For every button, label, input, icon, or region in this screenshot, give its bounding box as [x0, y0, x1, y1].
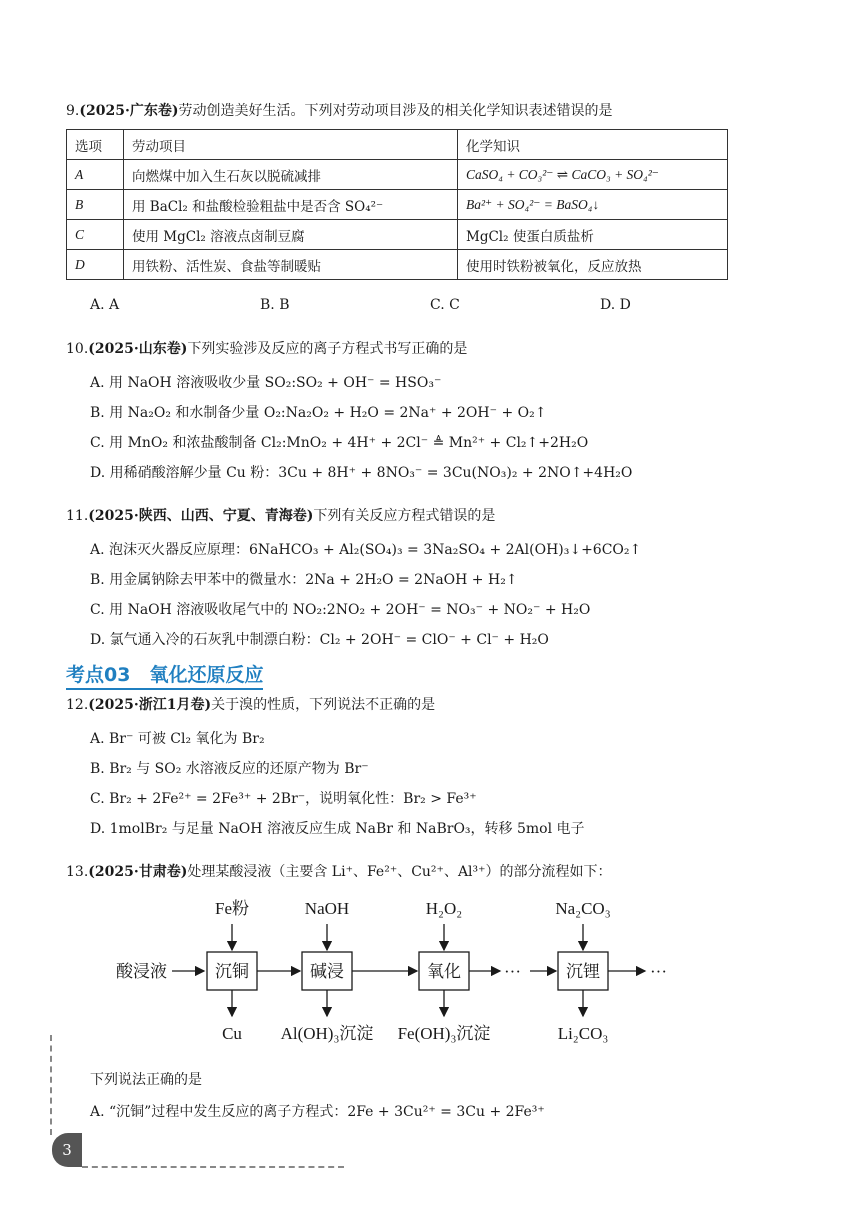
page-footer-dashed [82, 1166, 344, 1168]
page-border-dashed [50, 1035, 52, 1135]
q9-number: 9. [66, 103, 80, 119]
q9-text: 劳动创造美好生活。下列对劳动项目涉及的相关化学知识表述错误的是 [178, 103, 613, 119]
flow-product: Fe(OH)₃沉淀 [397, 1024, 491, 1043]
q12-option-c: C. Br₂ + 2Fe²⁺ = 2Fe³⁺ + 2Br⁻，说明氧化性：Br₂ > Fe³⁺ [90, 791, 477, 807]
flow-reagent: Fe粉 [215, 899, 249, 918]
page-number: 3 [52, 1133, 82, 1167]
q9-choice-d: D. D [600, 297, 631, 313]
q11-option-c: C. 用 NaOH 溶液吸收尾气中的 NO₂:2NO₂ + 2OH⁻ = NO₃⁻ + NO₂⁻ + H₂O [90, 602, 591, 618]
q11-number: 11. [66, 508, 89, 524]
q11-option-d: D. 氯气通入冷的石灰乳中制漂白粉：Cl₂ + 2OH⁻ = ClO⁻ + Cl⁻ + H₂O [90, 632, 549, 648]
table-cell-option: C [67, 220, 124, 250]
q10-source: (2025·山东卷) [88, 341, 188, 357]
q12-text: 关于溴的性质，下列说法不正确的是 [211, 697, 436, 713]
table-cell-chem: 使用时铁粉被氧化，反应放热 [458, 250, 728, 280]
flow-box-label: 沉锂 [566, 962, 600, 981]
q13-after-text: 下列说法正确的是 [90, 1072, 202, 1088]
q11-option-b: B. 用金属钠除去甲苯中的微量水：2Na + 2H₂O = 2NaOH + H₂↑ [90, 572, 518, 588]
table-header-cell: 劳动项目 [124, 130, 458, 160]
q12-option-b: B. Br₂ 与 SO₂ 水溶液反应的还原产物为 Br⁻ [90, 761, 369, 777]
q13-text: 处理某酸浸液（主要含 Li⁺、Fe²⁺、Cu²⁺、Al³⁺）的部分流程如下： [187, 864, 612, 880]
flow-ellipsis: ··· [650, 962, 667, 981]
flow-box-label: 碱浸 [310, 962, 344, 981]
flow-ellipsis: ··· [504, 962, 521, 981]
table-cell-chem: CaSO₄ + CO₃²⁻ ⇌ CaCO₃ + SO₄²⁻ [458, 160, 728, 190]
table-cell-labor: 向燃煤中加入生石灰以脱硫减排 [124, 160, 458, 190]
q13-number: 13. [66, 864, 89, 880]
flow-box-label: 沉铜 [215, 962, 249, 981]
section-heading: 考点03 氧化还原反应 [66, 660, 263, 690]
table-cell-labor: 使用 MgCl₂ 溶液点卤制豆腐 [124, 220, 458, 250]
flow-start-label: 酸浸液 [116, 962, 167, 981]
q10-option-b: B. 用 Na₂O₂ 和水制备少量 O₂:Na₂O₂ + H₂O = 2Na⁺ + 2OH⁻ + O₂↑ [90, 405, 547, 421]
table-cell-labor: 用铁粉、活性炭、食盐等制暖贴 [124, 250, 458, 280]
flow-box-label: 氧化 [427, 962, 461, 981]
q12-option-d: D. 1molBr₂ 与足量 NaOH 溶液反应生成 NaBr 和 NaBrO₃，转移 5mol 电子 [90, 821, 585, 837]
table-cell-option: A [67, 160, 124, 190]
table-cell-chem: MgCl₂ 使蛋白质盐析 [458, 220, 728, 250]
q13-source: (2025·甘肃卷) [88, 864, 188, 880]
table-cell-option: B [67, 190, 124, 220]
q10-number: 10. [66, 341, 89, 357]
table-header-cell: 化学知识 [458, 130, 728, 160]
table-header-cell: 选项 [67, 130, 124, 160]
q9-choice-c: C. C [430, 297, 460, 313]
q10-option-c: C. 用 MnO₂ 和浓盐酸制备 Cl₂:MnO₂ + 4H⁺ + 2Cl⁻ ≜ Mn²⁺ + Cl₂↑+2H₂O [90, 435, 589, 451]
q10-option-d: D. 用稀硝酸溶解少量 Cu 粉：3Cu + 8H⁺ + 8NO₃⁻ = 3Cu(NO₃)₂ + 2NO↑+4H₂O [90, 465, 633, 481]
q12-number: 12. [66, 697, 89, 713]
table-cell-option: D [67, 250, 124, 280]
q9-source: (2025·广东卷) [79, 103, 179, 119]
table-cell-chem: Ba²⁺ + SO₄²⁻ = BaSO₄↓ [458, 190, 728, 220]
table-cell-labor: 用 BaCl₂ 和盐酸检验粗盐中是否含 SO₄²⁻ [124, 190, 458, 220]
q12-source: (2025·浙江1月卷) [88, 697, 212, 713]
flow-reagent: NaOH [304, 899, 350, 918]
q11-option-a: A. 泡沫灭火器反应原理：6NaHCO₃ + Al₂(SO₄)₃ = 3Na₂SO₄ + 2Al(OH)₃↓+6CO₂↑ [90, 542, 642, 558]
q12-option-a: A. Br⁻ 可被 Cl₂ 氧化为 Br₂ [90, 731, 265, 747]
q13-option-a: A. “沉铜”过程中发生反应的离子方程式：2Fe + 3Cu²⁺ = 3Cu + 2Fe³⁺ [90, 1104, 545, 1120]
q10-text: 下列实验涉及反应的离子方程式书写正确的是 [187, 341, 468, 357]
q11-source: (2025·陕西、山西、宁夏、青海卷) [88, 508, 314, 524]
q9-choice-a: A. A [90, 297, 120, 313]
q9-choice-b: B. B [260, 297, 290, 313]
flow-product: Li₂CO₃ [557, 1024, 609, 1043]
q11-text: 下列有关反应方程式错误的是 [313, 508, 496, 524]
q10-option-a: A. 用 NaOH 溶液吸收少量 SO₂:SO₂ + OH⁻ = HSO₃⁻ [90, 375, 442, 391]
flow-product: Cu [222, 1024, 242, 1043]
flow-reagent: Na₂CO₃ [555, 899, 611, 918]
flow-reagent: H₂O₂ [425, 899, 463, 918]
flow-product: Al(OH)₃沉淀 [280, 1024, 374, 1043]
